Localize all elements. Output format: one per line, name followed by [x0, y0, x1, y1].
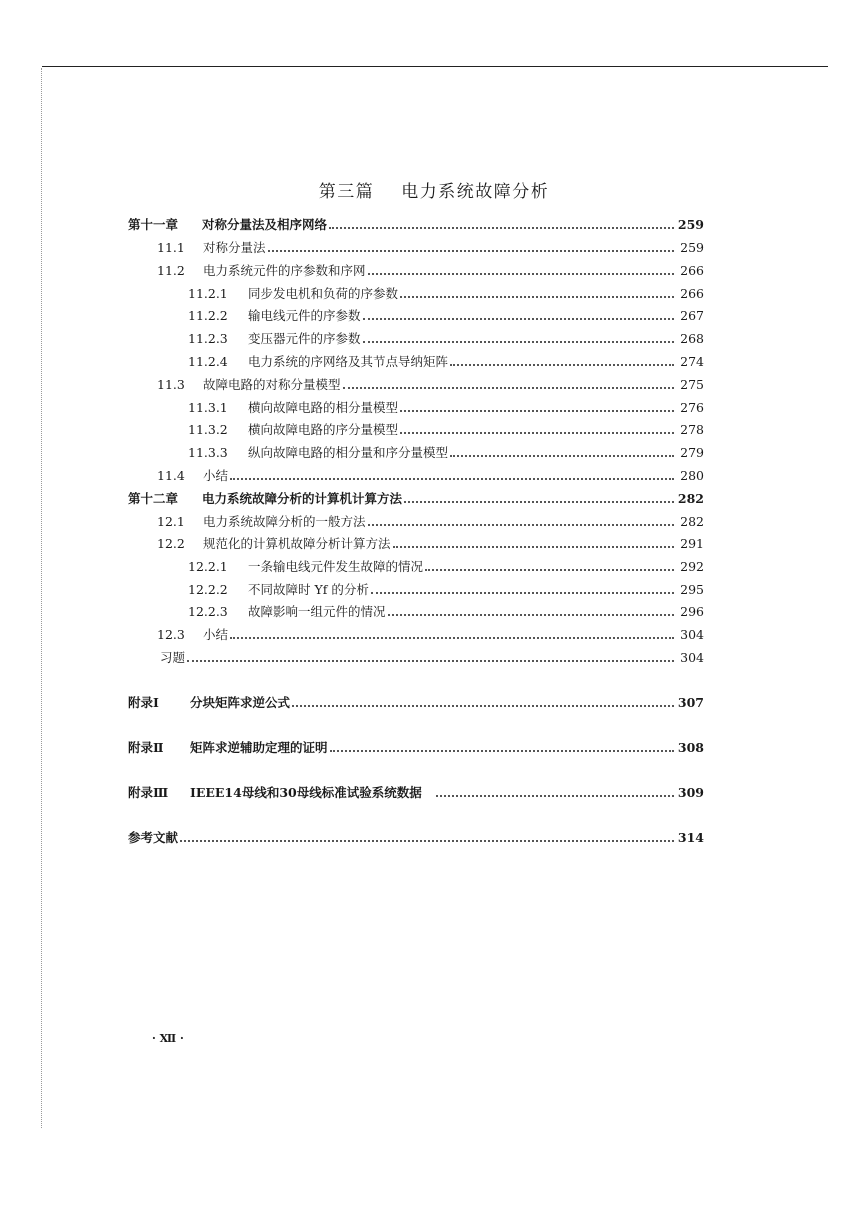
- toc-entry-page: 304: [680, 627, 704, 642]
- toc-entry-title: 对称分量法: [203, 240, 266, 255]
- toc-entry-title: 小结: [203, 627, 229, 642]
- toc-entry-number: 11.2.4: [188, 354, 228, 369]
- toc-entry[interactable]: [128, 689, 704, 711]
- toc-entry-title: 不同故障时 Yf 的分析: [248, 582, 369, 597]
- dot-leader: [436, 795, 674, 797]
- toc-entry-title: 电力系统的序网络及其节点导纳矩阵: [248, 354, 449, 369]
- toc-entry-title: 输电线元件的序参数: [248, 308, 361, 323]
- toc-entry-title: 纵向故障电路的相分量和序分量模型: [248, 445, 449, 460]
- dot-leader: [292, 705, 674, 707]
- toc-entry[interactable]: [157, 508, 704, 530]
- toc-entry-page: 266: [680, 263, 704, 278]
- toc-entry[interactable]: [188, 302, 704, 324]
- toc-entry-title: 规范化的计算机故障分析计算方法: [203, 536, 391, 551]
- toc-entry-page: 279: [680, 445, 704, 460]
- toc-entry-title: 对称分量法及相序网络: [202, 217, 328, 232]
- toc-entry-title: 故障电路的对称分量模型: [203, 377, 341, 392]
- toc-entry-page: 280: [680, 468, 704, 483]
- toc-entry-page: 259: [680, 240, 704, 255]
- dot-leader: [404, 501, 674, 503]
- toc-entry-page: 295: [680, 582, 704, 597]
- toc-entry[interactable]: [157, 234, 704, 256]
- toc-entry-page: 292: [680, 559, 704, 574]
- part-title: 第三篇 电力系统故障分析: [318, 182, 550, 202]
- toc-entry[interactable]: [157, 530, 704, 552]
- dot-leader: [393, 546, 674, 548]
- toc-entry-page: 296: [680, 604, 704, 619]
- toc-entry-number: 附录Ⅲ: [128, 785, 169, 800]
- toc-entry-page: 278: [680, 422, 704, 437]
- toc-entry[interactable]: [188, 325, 704, 347]
- dot-leader: [400, 432, 674, 434]
- toc-entry[interactable]: [188, 280, 704, 302]
- toc-entry-title: 变压器元件的序参数: [248, 331, 361, 346]
- toc-entry-number: 附录Ⅱ: [128, 740, 164, 755]
- toc-entry-title: 分块矩阵求逆公式: [190, 695, 291, 710]
- toc-entry-number: 附录Ⅰ: [128, 695, 159, 710]
- toc-entry-number: 第十一章: [128, 217, 179, 232]
- toc-entry-number: 12.2.3: [188, 604, 228, 619]
- toc-entry[interactable]: [188, 576, 704, 598]
- dot-leader: [400, 296, 674, 298]
- toc-entry-number: 第十二章: [128, 491, 179, 506]
- toc-entry[interactable]: [188, 348, 704, 370]
- toc-entry-page: 266: [680, 286, 704, 301]
- toc-entry-number: 12.2: [157, 536, 185, 551]
- toc-entry[interactable]: [157, 257, 704, 279]
- toc-entry[interactable]: [128, 734, 704, 756]
- dot-leader: [450, 364, 674, 366]
- toc-entry[interactable]: [128, 211, 704, 233]
- toc-entry-page: 267: [680, 308, 704, 323]
- dot-leader: [343, 387, 674, 389]
- toc-entry[interactable]: [157, 371, 704, 393]
- toc-entry-title: 小结: [203, 468, 229, 483]
- toc-entry-number: 11.3: [157, 377, 185, 392]
- toc-entry-number: 12.1: [157, 514, 185, 529]
- toc-entry-page: 276: [680, 400, 704, 415]
- toc-entry-page: 291: [680, 536, 704, 551]
- dot-leader: [230, 478, 674, 480]
- dot-leader: [363, 341, 674, 343]
- toc-entry-title: IEEE14母线和30母线标准试验系统数据: [190, 785, 422, 800]
- toc-entry-title: 电力系统故障分析的一般方法: [203, 514, 366, 529]
- dot-leader: [180, 840, 674, 842]
- toc-entry[interactable]: [188, 416, 704, 438]
- toc-entry-page: 314: [677, 830, 704, 845]
- toc-entry-page: 307: [677, 695, 704, 710]
- dot-leader: [371, 592, 674, 594]
- toc-entry-number: 12.2.2: [188, 582, 228, 597]
- toc-entry[interactable]: [188, 553, 704, 575]
- toc-entry-number: 12.2.1: [188, 559, 228, 574]
- dot-leader: [368, 273, 674, 275]
- toc-entry-title: 故障影响一组元件的情况: [248, 604, 386, 619]
- dot-leader: [388, 614, 674, 616]
- toc-entry-title: 横向故障电路的序分量模型: [248, 422, 399, 437]
- toc-entry[interactable]: [188, 598, 704, 620]
- toc-entry-title: 同步发电机和负荷的序参数: [248, 286, 399, 301]
- toc-entry-title: 参考文献: [128, 830, 179, 845]
- toc-entry-title: 习题: [160, 650, 186, 665]
- toc-entry-page: 282: [677, 491, 704, 506]
- toc-entry-number: 12.3: [157, 627, 185, 642]
- toc-entry-number: 11.2.2: [188, 308, 228, 323]
- page-number-footer: · Ⅻ ·: [152, 1032, 184, 1045]
- toc-entry-page: 309: [677, 785, 704, 800]
- toc-entry-page: 304: [680, 650, 704, 665]
- toc-entry-title: 电力系统元件的序参数和序网: [203, 263, 366, 278]
- toc-entry[interactable]: [128, 779, 704, 801]
- toc-entry-number: 11.2: [157, 263, 185, 278]
- toc-entry-title: 横向故障电路的相分量模型: [248, 400, 399, 415]
- toc-entry-number: 11.4: [157, 468, 185, 483]
- toc-entry-page: 268: [680, 331, 704, 346]
- toc-entry-page: 308: [677, 740, 704, 755]
- toc-entry[interactable]: [188, 394, 704, 416]
- dot-leader: [425, 569, 674, 571]
- toc-entry-number: 11.3.1: [188, 400, 228, 415]
- toc-entry[interactable]: [157, 462, 704, 484]
- toc-entry-number: 11.2.1: [188, 286, 228, 301]
- dot-leader: [400, 410, 674, 412]
- toc-entry-title: 矩阵求逆辅助定理的证明: [190, 740, 328, 755]
- toc-entry-page: 275: [680, 377, 704, 392]
- toc-entry-title: 电力系统故障分析的计算机计算方法: [202, 491, 403, 506]
- toc-entry-page: 259: [677, 217, 704, 232]
- dot-leader: [330, 750, 674, 752]
- toc-entry-number: 11.3.2: [188, 422, 228, 437]
- dot-leader: [268, 250, 674, 252]
- toc-entry-number: 11.2.3: [188, 331, 228, 346]
- toc-entry[interactable]: [128, 485, 704, 507]
- dot-leader: [329, 227, 674, 229]
- dot-leader: [187, 660, 674, 662]
- toc-entry-number: 11.3.3: [188, 445, 228, 460]
- dot-leader: [450, 455, 674, 457]
- toc-entry-number: 11.1: [157, 240, 185, 255]
- toc-entry[interactable]: [188, 439, 704, 461]
- toc-entry[interactable]: [157, 621, 704, 643]
- toc-entry[interactable]: [160, 644, 704, 666]
- toc-entry-title: 一条输电线元件发生故障的情况: [248, 559, 424, 574]
- dot-leader: [230, 637, 674, 639]
- toc-entry[interactable]: [128, 824, 704, 846]
- dot-leader: [368, 524, 674, 526]
- toc-entry-page: 274: [680, 354, 704, 369]
- toc-entry-page: 282: [680, 514, 704, 529]
- dot-leader: [363, 318, 674, 320]
